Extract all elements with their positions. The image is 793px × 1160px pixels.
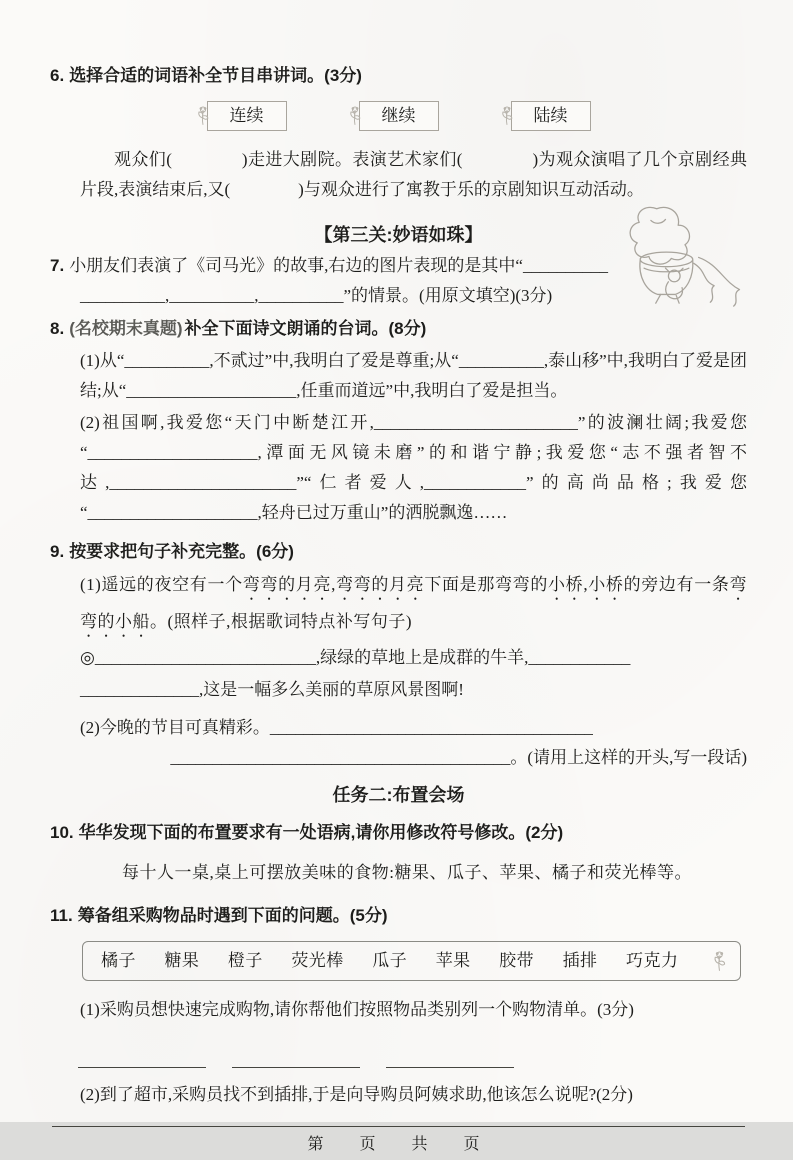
q10-quote: 每十人一桌,桌上可摆放美味的食物:糖果、瓜子、苹果、橘子和荧光棒等。 [122,863,692,882]
word-option-label: 连续 [229,106,264,125]
q8-item1: (1)从“__________,不贰过”中,我明白了爱是尊重;从“__________,泰山移”中,我明白了爱是团结;从“____________________,任重而道远”中,我明白了爱是担当。 [80,351,747,400]
word-option-label: 继续 [381,106,416,125]
item-label: 插排 [562,951,598,970]
flower-icon [347,105,363,127]
q6-number: 6. [50,66,65,85]
section3-header: 【第三关:妙语如珠】 [314,225,483,245]
q8-item2: (2)祖国啊,我爱您“天门中断楚江开,________________________”的波澜壮阔;我爱您“____________________,潭面无风镜未磨”的和谐宁静;我爱您“志不强者智不达,______________________”“仁者爱人,____________”的高尚品格;我爱您“____________________,轻舟已过万重山”的洒脱飘逸…… [80,413,747,522]
q11-item1: (1)采购员想快速完成购物,请你帮他们按照物品类别列一个购物清单。(3分) [80,1000,634,1019]
q10-stem [50,819,747,846]
q10-stem-text: 华华发现下面的布置要求有一处语病,请你用修改符号修改。(2分) [78,823,564,842]
q9-fill-line1: ◎__________________________,绿绿的草地上是成群的牛羊,____________ [80,648,631,667]
item-label: 苹果 [435,951,471,970]
q6-word-options [50,101,747,131]
q6-passage: 观众们( )走进大剧院。表演艺术家们( )为观众演唱了几个京剧经典片段,表演结束后,又( )与观众进行了寓教于乐的京剧知识互动活动。 [80,150,747,199]
q11-answer-line [52,1126,745,1127]
task2-header: 任务二:布置会场 [332,785,465,805]
word-option-jixu [359,101,439,131]
q7-line1-text: 小朋友们表演了《司马光》的故事,右边的图片表现的是其中“__________ [69,256,608,275]
q9-number: 9. [50,542,65,561]
answer-blank [386,1055,514,1068]
flower-icon [499,105,515,127]
word-option-luxu [511,101,591,131]
q11-stem-text: 筹备组采购物品时遇到下面的问题。(5分) [77,906,388,925]
q6-stem-text: 选择合适的词语补全节目串讲词。(3分) [69,66,362,85]
flower-icon [195,105,211,127]
q10-number: 10. [50,823,74,842]
item-label: 荧光棒 [291,951,344,970]
q9-stem [50,538,747,565]
q8-source-tag: (名校期末真题) [69,319,183,338]
word-option-label: 陆续 [533,106,568,125]
q9-stem-text: 按要求把句子补充完整。(6分) [69,542,294,561]
q9-item1: (1)遥远的夜空有一个弯弯的月亮,弯弯的月亮下面是那弯弯的小桥,小桥的旁边有一条弯弯的小船。(照样子,根据歌词特点补写句子) [80,575,748,631]
sima-guang-vat-illustration [615,199,753,311]
q11-number: 11. [50,906,73,925]
q7-text-line2: __________,__________,__________”的情景。(用原文填空)(3分) [80,286,553,305]
answer-blank [232,1055,360,1068]
q7-text-line1 [50,251,638,281]
item-label: 巧克力 [626,951,679,970]
q8-stem [50,315,747,342]
q9-fill-line2: ______________,这是一幅多么美丽的草原风景图啊! [80,680,464,699]
q7-number: 7. [50,256,65,275]
q11-stem [50,902,747,929]
answer-blank [78,1055,206,1068]
word-option-lianxu [207,101,287,131]
flower-icon [711,950,728,973]
q9-item2-line1: (2)今晚的节目可真精彩。______________________________________ [80,718,593,737]
item-label: 橘子 [101,951,136,970]
q8-stem-text: 补全下面诗文朗诵的台词。(8分) [184,319,427,338]
q8-number: 8. [50,319,65,338]
q6-stem [50,62,747,89]
q11-item-box [82,941,741,981]
q11-item2: (2)到了超市,采购员找不到插排,于是向导购员阿姨求助,他该怎么说呢?(2分) [80,1085,633,1104]
item-label: 胶带 [499,951,535,970]
q11-answer-blanks [78,1055,747,1068]
q7-block [50,217,747,311]
item-label: 糖果 [164,951,200,970]
q9-item2-line2: ________________________________________。(请用上这样的开头,写一段话) [170,748,747,767]
item-label: 瓜子 [372,951,408,970]
item-label: 橙子 [227,951,263,970]
page-footer: 第 页 共 页 [307,1136,490,1153]
